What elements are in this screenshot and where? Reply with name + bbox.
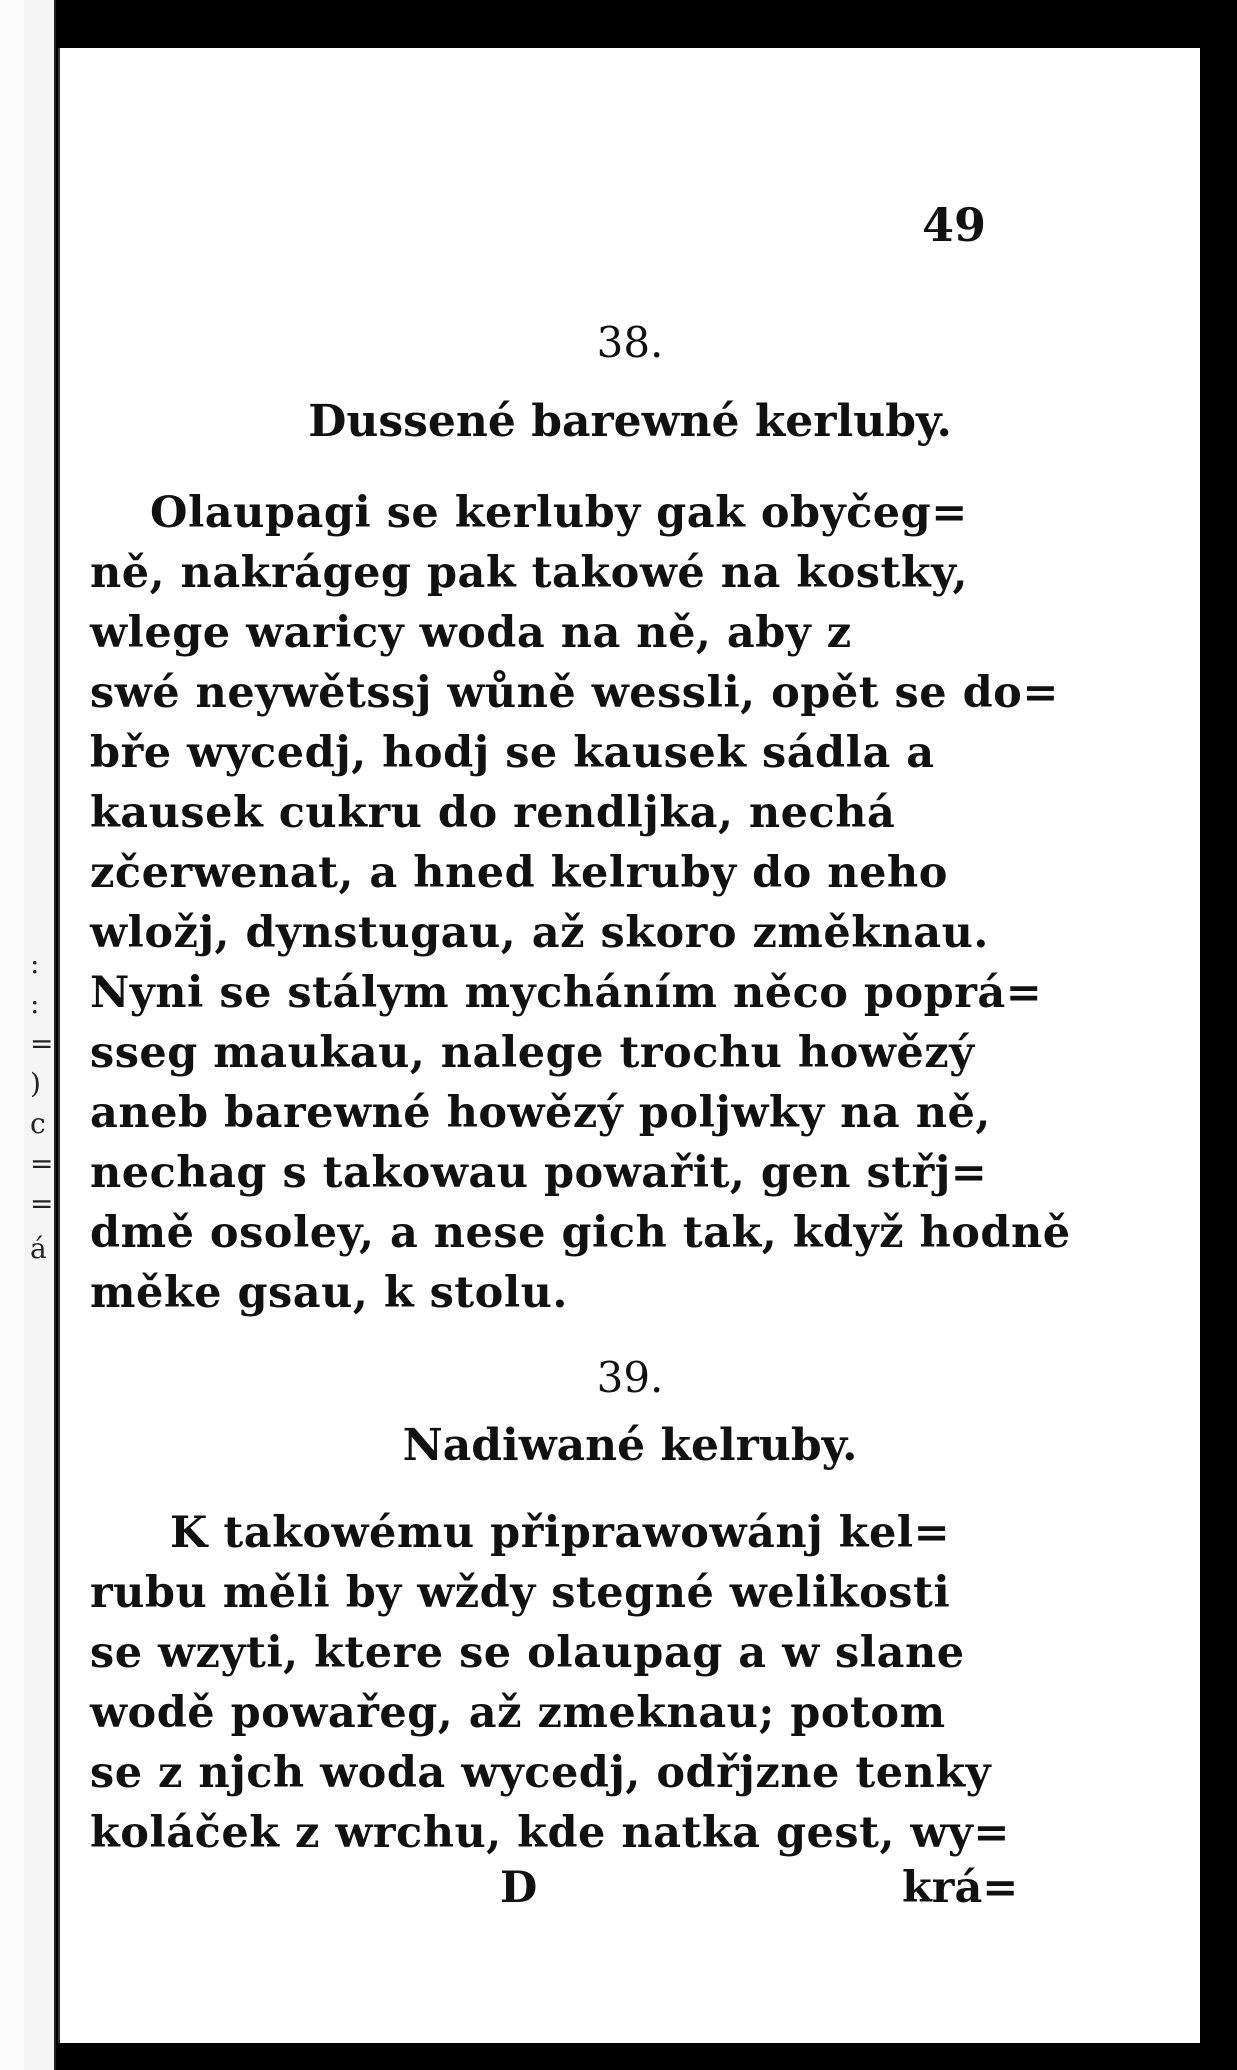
paragraph-line: sseg maukau, nalege trochu howězý [90,1028,975,1078]
paragraph-line: Olaupagi se kerluby gak obyčeg= [150,488,968,538]
paragraph-line: wložj, dynstugau, až skoro změknau. [90,908,989,958]
edge-mark: = [30,1027,54,1060]
edge-mark: : [30,987,40,1020]
paragraph-line: ně, nakrágeg pak takowé na kostky, [90,548,968,598]
section-title: Dussené barewné kerluby. [308,396,952,447]
book-page [58,48,1200,2043]
paragraph-line: koláček z wrchu, kde natka gest, wy= [90,1808,1010,1858]
edge-mark: c [30,1107,46,1140]
paragraph-line: Nyni se stálym mycháním něco poprá= [90,968,1043,1018]
facing-page-edge [24,0,56,2070]
paragraph-line: dmě osoley, a nese gich tak, když hodně [90,1208,1071,1258]
previous-page-strip [0,0,24,2070]
scan-border [1203,0,1237,2070]
paragraph-line: aneb barewné howězý poljwky na ně, [90,1088,991,1138]
paragraph-line: bře wycedj, hodj se kausek sádla a [90,728,935,778]
edge-mark: á [30,1232,47,1265]
signature-mark: D [500,1863,538,1913]
section-title: Nadiwané kelruby. [402,1420,858,1471]
paragraph-line: kausek cukru do rendljka, nechá [90,788,896,838]
section-number: 38. [596,318,664,367]
page-number: 49 [922,198,987,252]
edge-mark: ) [30,1067,41,1100]
paragraph-line: swé neywětssj wůně wessli, opět se do= [90,668,1059,718]
paragraph-line: wlege waricy woda na ně, aby z [90,608,852,658]
edge-mark: = [30,1147,54,1180]
paragraph-line: rubu měli by wždy stegné welikosti [90,1568,951,1618]
paragraph-line: K takowému připrawowánj kel= [170,1508,951,1558]
paragraph-line: se wzyti, ktere se olaupag a w slane [90,1628,965,1678]
section-number: 39. [596,1353,664,1402]
paragraph-line: wodě powařeg, až zmeknau; potom [90,1688,946,1738]
edge-mark: = [30,1187,54,1220]
edge-mark: : [30,947,40,980]
paragraph-line: nechag s takowau powařit, gen střj= [90,1148,988,1198]
paragraph-line: zčerwenat, a hned kelruby do neho [90,848,948,898]
paragraph-line: měke gsau, k stolu. [90,1268,568,1318]
paragraph-line: se z njch woda wycedj, odřjzne tenky [90,1748,992,1798]
catchword: krá= [902,1863,1019,1913]
